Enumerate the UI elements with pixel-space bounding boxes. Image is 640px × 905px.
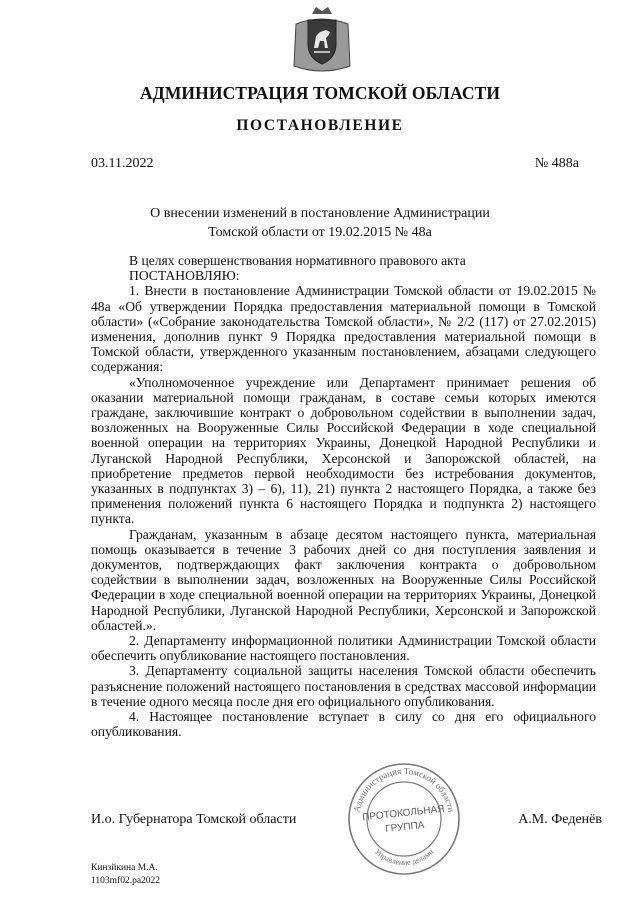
document-title	[120, 204, 520, 242]
tomsk-coat-of-arms-icon	[290, 4, 354, 76]
signatory-position: И.о. Губернатора Томской области	[91, 812, 297, 827]
paragraph-4: 4. Настоящее постановление вступает в силу со дня его официального опубликования.	[91, 709, 596, 740]
footer	[91, 862, 160, 888]
title-line-1: О внесении изменений в постановление Администрации	[150, 206, 490, 221]
decree-word: ПОСТАНОВЛЯЮ:	[129, 268, 240, 284]
stamp-ring-bottom: Управление делами	[372, 847, 436, 868]
paragraph-2: 2. Департаменту информационной политики Администрации Томской области обеспечить опубликование настоящего постановления.	[91, 633, 596, 664]
quote-paragraph-1: «Уполномоченное учреждение или Департамент принимает решения об оказании материальной помощи гражданам, в составе семьи которых имеются граждане, заключившие контракт о добровольном содействии в выполнении задач, возложенных на Вооруженные Силы Российской Федерации в ходе специальной военной операции на территориях Украины, Донецкой Народной Республики и Луганской Народной Республики, Херсонской и Запорожской областей, на приобретение предметов первой необходимости без истребования документов, указанных в подпунктах 3) – 6), 11), 21) пункта 2 настоящего Порядка, а также без применения положений пункта 6 настоящего Порядка и подпункта 2) настоящего пункта.	[91, 374, 596, 527]
intro-paragraph: В целях совершенствования нормативного правового акта	[129, 253, 466, 268]
paragraph-1: 1. Внести в постановление Администрации Томской области от 19.02.2015 № 48а «Об утверждении Порядка предоставления материальной помощи в Томской области» («Собрание законодательства Томской области», № 2/2 (117) от 27.02.2015) изменения, дополнив пункт 9 Порядка предоставления материальной помощи в Томской области, утвержденного указанным постановлением, абзацами следующего содержания:	[91, 283, 596, 375]
file-reference: 1103mf02.pa2022	[91, 876, 161, 886]
signatory-name: А.М. Феденёв	[518, 812, 602, 827]
official-stamp	[345, 760, 463, 878]
svg-text:Управление делами	[373, 847, 436, 867]
title-line-2: Томской области от 19.02.2015 № 48а	[208, 225, 432, 240]
document-number: № 488а	[534, 156, 579, 171]
document-type: ПОСТАНОВЛЕНИЕ	[236, 117, 404, 134]
paragraph-3: 3. Департаменту социальной защиты населения Томской области обеспечить разъяснение положений настоящего постановления в средствах массовой информации в течение одного месяца после дня его официального опубликования.	[91, 663, 596, 709]
organization-name: АДМИНИСТРАЦИЯ ТОМСКОЙ ОБЛАСТИ	[139, 83, 501, 103]
quote-paragraph-2: Гражданам, указанным в абзаце десятом настоящего пункта, материальная помощь оказывается в течение 3 рабочих дней со дня поступления заявления и документов, подтверждающих факт заключения контракта о добровольном содействии в выполнении задач, возложенных на Вооруженные Силы Российской Федерации в ходе специальной военной операции на территориях Украины, Донецкой Народной Республики, Луганской Народной Республики, Херсонской и Запорожской областей.».	[91, 526, 596, 633]
document-body	[91, 253, 596, 740]
stamp-center-line-1: ПРОТОКОЛЬНАЯ	[361, 803, 446, 824]
document-date: 03.11.2022	[91, 156, 154, 171]
executor-name: Кинзйкина М.А.	[91, 863, 158, 873]
stamp-ring-text: Администрация Томской области	[351, 765, 457, 814]
stamp-center-line-2: ГРУППА	[384, 819, 425, 835]
